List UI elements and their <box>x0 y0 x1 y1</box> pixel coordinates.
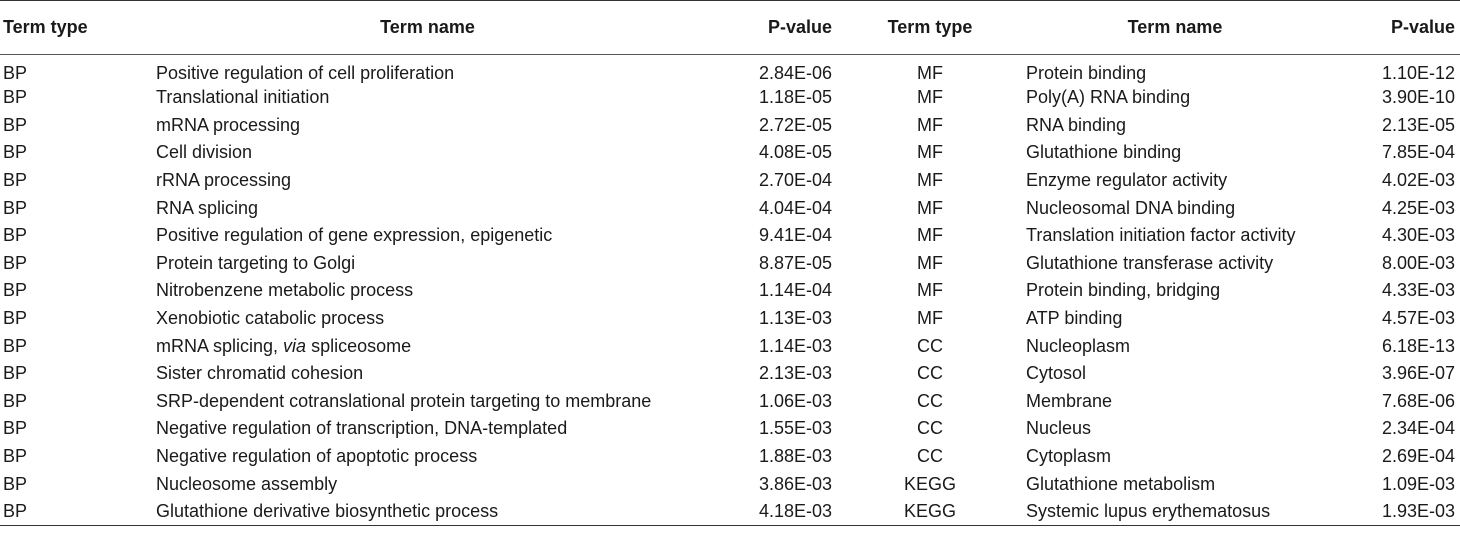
table-body <box>0 55 1460 526</box>
cell-term-name-2: Poly(A) RNA binding <box>1026 87 1191 108</box>
table-row <box>0 139 1460 167</box>
cell-term-name-2: Protein binding, bridging <box>1026 280 1221 301</box>
table-row <box>0 415 1460 443</box>
cell-p-value: 1.55E-03 <box>758 418 832 439</box>
cell-term-type-2: KEGG <box>903 473 956 494</box>
table-row <box>0 388 1460 416</box>
cell-p-value: 1.13E-03 <box>758 308 832 329</box>
cell-p-value: 1.14E-04 <box>758 280 832 301</box>
cell-p-value: 2.70E-04 <box>758 170 832 191</box>
cell-term-name <box>150 332 705 360</box>
text-part: mRNA splicing, <box>156 335 284 356</box>
cell-term-name-2: ATP binding <box>1026 308 1123 329</box>
header-term-name-2: Term name <box>1020 1 1330 55</box>
cell-term-name-2: Glutathione transferase activity <box>1026 252 1274 273</box>
cell-term-type: BP <box>3 197 28 218</box>
cell-term-name: rRNA processing <box>156 170 292 191</box>
cell-term-type-2: CC <box>917 363 943 384</box>
text-part: spliceosome <box>306 335 412 356</box>
cell-p-value-2: 1.10E-12 <box>1381 63 1455 83</box>
cell-p-value: 8.87E-05 <box>758 252 832 273</box>
table-row <box>0 443 1460 471</box>
cell-term-type: BP <box>3 418 28 439</box>
cell-term-type: BP <box>3 446 28 467</box>
cell-p-value: 2.84E-06 <box>758 63 832 83</box>
cell-p-value-2: 4.57E-03 <box>1381 308 1455 329</box>
cell-term-name-2: Cytoplasm <box>1026 446 1112 467</box>
cell-term-type-2: CC <box>917 390 943 411</box>
cell-term-type-2: KEGG <box>840 498 1020 526</box>
table-row <box>0 305 1460 333</box>
cell-term-name: Nucleosome assembly <box>156 473 338 494</box>
cell-term-name-2: Glutathione metabolism <box>1026 473 1216 494</box>
cell-p-value-2: 4.02E-03 <box>1381 170 1455 191</box>
cell-term-type: BP <box>3 87 28 108</box>
cell-p-value: 1.18E-05 <box>758 87 832 108</box>
header-term-type-2: Term type <box>840 1 1020 55</box>
header-p-value: P-value <box>705 1 840 55</box>
cell-term-type-2: MF <box>917 308 943 329</box>
cell-p-value: 4.04E-04 <box>758 197 832 218</box>
cell-term-name: Cell division <box>156 142 253 163</box>
cell-term-name: Positive regulation of gene expression, epigenetic <box>156 225 553 246</box>
cell-p-value-2: 4.33E-03 <box>1381 280 1455 301</box>
cell-term-type-2: CC <box>917 446 943 467</box>
table-row <box>0 250 1460 278</box>
cell-term-type-2: MF <box>917 280 943 301</box>
cell-term-name: SRP-dependent cotranslational protein targeting to membrane <box>156 390 652 411</box>
table-row <box>0 55 1460 85</box>
cell-p-value: 2.13E-03 <box>758 363 832 384</box>
table-row <box>0 277 1460 305</box>
cell-p-value-2: 2.34E-04 <box>1381 418 1455 439</box>
cell-term-type-2: CC <box>917 418 943 439</box>
cell-term-name-2: Nucleoplasm <box>1026 335 1131 356</box>
table-row <box>0 222 1460 250</box>
table-row <box>0 194 1460 222</box>
cell-term-type-2: MF <box>917 63 943 83</box>
cell-p-value-2: 7.85E-04 <box>1381 142 1455 163</box>
cell-term-type-2: MF <box>917 87 943 108</box>
cell-term-type-2: MF <box>917 252 943 273</box>
cell-p-value-2: 1.93E-03 <box>1330 498 1460 526</box>
cell-p-value: 2.72E-05 <box>758 114 832 135</box>
cell-p-value: 4.08E-05 <box>758 142 832 163</box>
header-p-value-2: P-value <box>1330 1 1460 55</box>
cell-term-type: BP <box>3 335 28 356</box>
cell-term-name: Protein targeting to Golgi <box>156 252 356 273</box>
header-term-type: Term type <box>0 1 150 55</box>
cell-term-name: mRNA processing <box>156 114 301 135</box>
cell-term-name-2: Glutathione binding <box>1026 142 1182 163</box>
cell-term-name: Nitrobenzene metabolic process <box>156 280 414 301</box>
cell-term-type: BP <box>3 170 28 191</box>
cell-term-name-2: Membrane <box>1026 390 1113 411</box>
cell-p-value-2: 1.09E-03 <box>1381 473 1455 494</box>
cell-p-value-2: 4.30E-03 <box>1381 225 1455 246</box>
table-row <box>0 332 1460 360</box>
cell-term-type-2: MF <box>917 170 943 191</box>
cell-term-name: Negative regulation of transcription, DNA-templated <box>156 418 568 439</box>
table-row <box>0 84 1460 112</box>
cell-p-value-2: 7.68E-06 <box>1381 390 1455 411</box>
cell-term-type: BP <box>3 114 28 135</box>
cell-p-value-2: 2.13E-05 <box>1381 114 1455 135</box>
cell-term-name: Positive regulation of cell proliferation <box>156 63 455 83</box>
cell-term-name: Glutathione derivative biosynthetic process <box>150 498 705 526</box>
cell-term-name: RNA splicing <box>156 197 259 218</box>
italic-text-part: via <box>283 335 307 356</box>
cell-p-value: 1.88E-03 <box>758 446 832 467</box>
cell-p-value: 4.18E-03 <box>705 498 840 526</box>
table-row <box>0 167 1460 195</box>
cell-term-name-2: Nucleosomal DNA binding <box>1026 197 1236 218</box>
table-row <box>0 498 1460 526</box>
table-row <box>0 360 1460 388</box>
cell-term-name-2: Cytosol <box>1026 363 1087 384</box>
cell-p-value-2: 6.18E-13 <box>1381 335 1455 356</box>
cell-term-name-2: RNA binding <box>1026 114 1127 135</box>
cell-p-value-2: 2.69E-04 <box>1381 446 1455 467</box>
cell-term-type: BP <box>3 308 28 329</box>
cell-term-type: BP <box>3 142 28 163</box>
table-row <box>0 470 1460 498</box>
table-row <box>0 112 1460 140</box>
cell-term-type-2: MF <box>917 114 943 135</box>
cell-term-name: Sister chromatid cohesion <box>156 363 364 384</box>
cell-term-type-2: MF <box>917 225 943 246</box>
header-term-name: Term name <box>150 1 705 55</box>
cell-p-value-2: 4.25E-03 <box>1381 197 1455 218</box>
cell-term-name-2: Enzyme regulator activity <box>1026 170 1228 191</box>
cell-term-type: BP <box>0 498 150 526</box>
cell-p-value-2: 3.96E-07 <box>1381 363 1455 384</box>
cell-term-name-2: Protein binding <box>1026 63 1147 83</box>
cell-term-type: BP <box>3 363 28 384</box>
cell-p-value: 1.06E-03 <box>758 390 832 411</box>
cell-term-type-2: MF <box>917 142 943 163</box>
cell-term-name: Negative regulation of apoptotic process <box>156 446 478 467</box>
cell-term-name-2: Translation initiation factor activity <box>1026 225 1296 246</box>
cell-term-name-2: Systemic lupus erythematosus <box>1020 498 1330 526</box>
header-row <box>0 1 1460 55</box>
cell-term-type: BP <box>3 473 28 494</box>
cell-term-type-2: CC <box>917 335 943 356</box>
cell-term-name: Translational initiation <box>156 87 330 108</box>
cell-term-type: BP <box>3 63 28 83</box>
cell-term-type: BP <box>3 225 28 246</box>
cell-p-value: 3.86E-03 <box>758 473 832 494</box>
cell-p-value: 9.41E-04 <box>758 225 832 246</box>
cell-term-type-2: MF <box>917 197 943 218</box>
cell-term-name: Xenobiotic catabolic process <box>156 308 385 329</box>
cell-term-type: BP <box>3 280 28 301</box>
cell-p-value: 1.14E-03 <box>758 335 832 356</box>
cell-term-name-2: Nucleus <box>1026 418 1092 439</box>
cell-p-value-2: 3.90E-10 <box>1381 87 1455 108</box>
cell-term-type: BP <box>3 390 28 411</box>
cell-p-value-2: 8.00E-03 <box>1381 252 1455 273</box>
cell-term-type: BP <box>3 252 28 273</box>
